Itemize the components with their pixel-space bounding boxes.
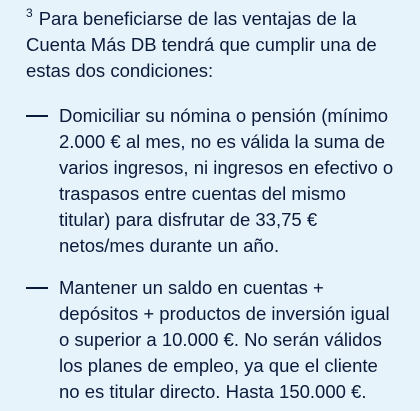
dash-bullet-icon xyxy=(26,115,48,117)
footnote-text: Para beneficiarse de las ventajas de la Cuenta Más DB tendrá que cumplir una de estas dos condiciones: xyxy=(26,8,377,81)
condition-text-1: Domiciliar su nómina o pensión (mínimo 2.000 € al mes, no es válida la suma de varios ingresos, ni ingresos en efectivo o traspasos entre cuentas del mismo titular) para disfrutar de 33,75 € netos/mes durante un año. xyxy=(59,105,394,256)
condition-text-2: Mantener un saldo en cuentas + depósitos + productos de inversión igual o superior a 10.000 €. No serán válidos los planes de empleo, ya que el cliente no es titular directo. Hasta 150.000 €. xyxy=(59,277,390,402)
dash-bullet-icon xyxy=(26,287,48,289)
footnote-marker: 3 xyxy=(26,5,33,20)
footnote xyxy=(26,6,416,84)
